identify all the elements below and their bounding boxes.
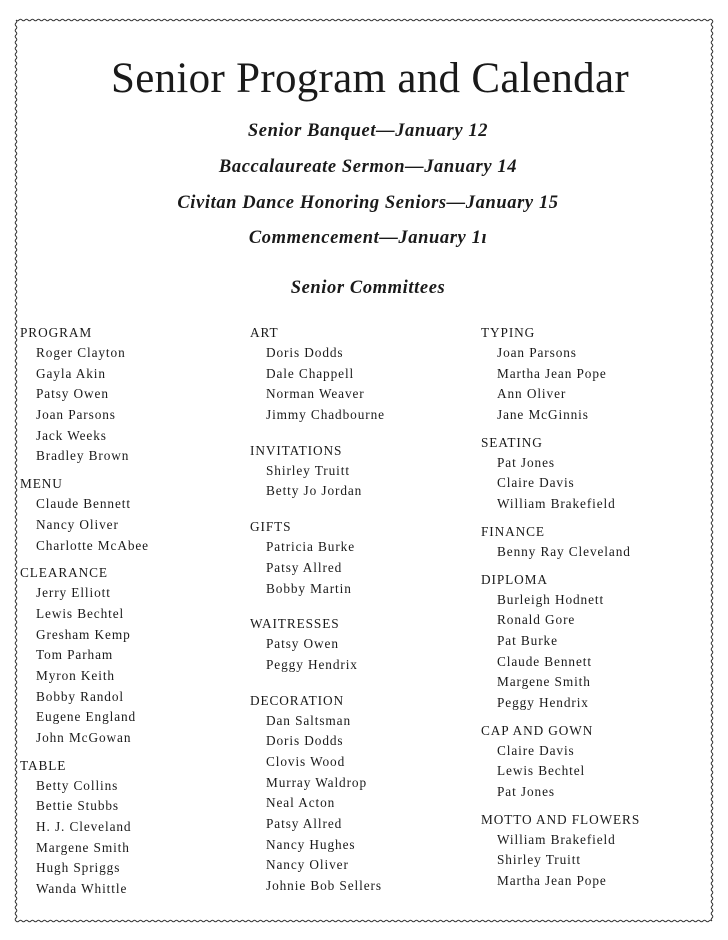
committee-member: Bradley Brown [36, 448, 130, 464]
committee-member: Jack Weeks [36, 427, 107, 443]
committee-name: FINANCE [481, 523, 545, 539]
committee-member: Patsy Owen [36, 386, 109, 402]
committee-column-3 [481, 323, 701, 899]
committee-member: Martha Jean Pope [497, 365, 607, 381]
committee-name: PROGRAM [20, 325, 93, 340]
committee-member: Roger Clayton [36, 345, 126, 360]
committee-member: Patsy Owen [266, 636, 339, 652]
committee-group [250, 517, 470, 599]
committee-member: Clovis Wood [266, 753, 346, 769]
committee-member: Neal Acton [266, 795, 336, 811]
event-baccalaureate: Baccalaureate Sermon—January 14 [218, 157, 518, 177]
committee-group [481, 570, 701, 714]
committee-group [481, 810, 701, 892]
committee-group [481, 721, 701, 803]
committee-group [481, 433, 701, 515]
event-civitan-dance: Civitan Dance Honoring Seniors—January 15 [177, 193, 559, 213]
committee-member: Bettie Stubbs [36, 798, 119, 814]
committee-member: Myron Keith [36, 667, 115, 683]
committee-group [20, 563, 240, 749]
committee-group [481, 323, 701, 426]
committee-member: Betty Collins [36, 777, 119, 793]
committee-group [250, 691, 470, 897]
committee-name: DECORATION [250, 692, 344, 708]
committee-member: Joan Parsons [36, 407, 116, 423]
committee-member: Claire Davis [497, 742, 575, 758]
committee-member: Murray Waldrop [266, 774, 368, 790]
committee-member: Claude Bennett [36, 496, 131, 512]
committee-name: WAITRESSES [250, 616, 340, 632]
committee-name: CLEARANCE [20, 565, 108, 581]
committee-name: MENU [20, 476, 63, 492]
committee-name: TYPING [481, 325, 536, 340]
committee-member: Patsy Allred [266, 559, 343, 575]
committee-column-2 [250, 323, 470, 912]
committee-member: Martha Jean Pope [497, 873, 607, 889]
committee-member: Peggy Hendrix [266, 656, 358, 672]
committee-member: Pat Burke [497, 632, 558, 648]
page-title: Senior Program and Calendar [111, 55, 629, 102]
committee-column-1 [20, 323, 240, 907]
committee-member: William Brakefield [497, 831, 616, 847]
committee-member: Charlotte McAbee [36, 537, 149, 553]
committee-member: Jimmy Chadbourne [266, 407, 385, 423]
committee-member: Shirley Truitt [497, 852, 581, 868]
committee-name: DIPLOMA [481, 571, 548, 587]
committee-member: Claude Bennett [497, 653, 592, 669]
committee-member: Jane McGinnis [497, 407, 589, 423]
committee-group [250, 614, 470, 675]
committee-member: Gayla Akin [36, 365, 106, 381]
committee-name: INVITATIONS [250, 442, 343, 458]
committee-member: Bobby Randol [36, 688, 124, 704]
committee-member: William Brakefield [497, 496, 616, 512]
committee-member: Betty Jo Jordan [266, 483, 363, 499]
committee-member: Lewis Bechtel [497, 763, 586, 779]
committee-group [481, 522, 701, 563]
committee-member: Bobby Martin [266, 580, 352, 596]
committee-member: Joan Parsons [497, 345, 577, 360]
committee-member: Burleigh Hodnett [497, 591, 605, 607]
committee-name: TABLE [20, 757, 67, 773]
committee-name: SEATING [481, 434, 543, 450]
committee-member: H. J. Cleveland [36, 819, 132, 835]
committee-member: Benny Ray Cleveland [497, 543, 631, 559]
committee-member: John McGowan [36, 730, 132, 745]
committee-member: Margene Smith [497, 674, 591, 690]
committee-member: Claire Davis [497, 475, 575, 491]
committee-member: Margene Smith [36, 839, 130, 855]
committee-member: Hugh Spriggs [36, 860, 121, 876]
committee-member: Nancy Hughes [266, 836, 356, 852]
committee-member: Patsy Allred [266, 816, 343, 831]
committee-member: Peggy Hendrix [497, 694, 589, 710]
committee-member: Dan Saltsman [266, 712, 352, 728]
committee-member: Pat Jones [497, 454, 555, 470]
committee-member: Nancy Oliver [266, 857, 349, 873]
committee-member: Pat Jones [497, 784, 555, 799]
committee-member: Jerry Elliott [36, 585, 111, 601]
committee-member: Gresham Kemp [36, 626, 131, 642]
committee-member: Doris Dodds [266, 345, 344, 360]
committee-name: MOTTO AND FLOWERS [481, 811, 641, 827]
committee-member: Norman Weaver [266, 386, 365, 402]
event-commencement: Commencement—January 1ı [248, 228, 488, 248]
committee-name: ART [250, 325, 279, 340]
committee-member: Lewis Bechtel [36, 605, 125, 621]
committee-member: Johnie Bob Sellers [266, 878, 382, 894]
committee-member: Wanda Whittle [36, 881, 128, 897]
committee-member: Doris Dodds [266, 733, 344, 749]
committee-member: Ann Oliver [497, 386, 567, 402]
committee-name: GIFTS [250, 519, 292, 535]
committee-group [250, 441, 470, 502]
event-senior-banquet: Senior Banquet—January 12 [247, 121, 489, 141]
committee-member: Nancy Oliver [36, 516, 119, 532]
committee-group [250, 323, 470, 426]
committee-member: Shirley Truitt [266, 462, 350, 478]
committee-member: Ronald Gore [497, 612, 576, 628]
committee-member: Dale Chappell [266, 365, 355, 381]
committee-group [20, 323, 240, 467]
committee-member: Patricia Burke [266, 539, 356, 555]
committee-member: Eugene England [36, 709, 137, 725]
committee-group [20, 474, 240, 556]
committee-group [20, 756, 240, 900]
committees-heading: Senior Committees [290, 278, 446, 298]
committee-name: CAP AND GOWN [481, 722, 594, 738]
committee-member: Tom Parham [36, 647, 114, 663]
